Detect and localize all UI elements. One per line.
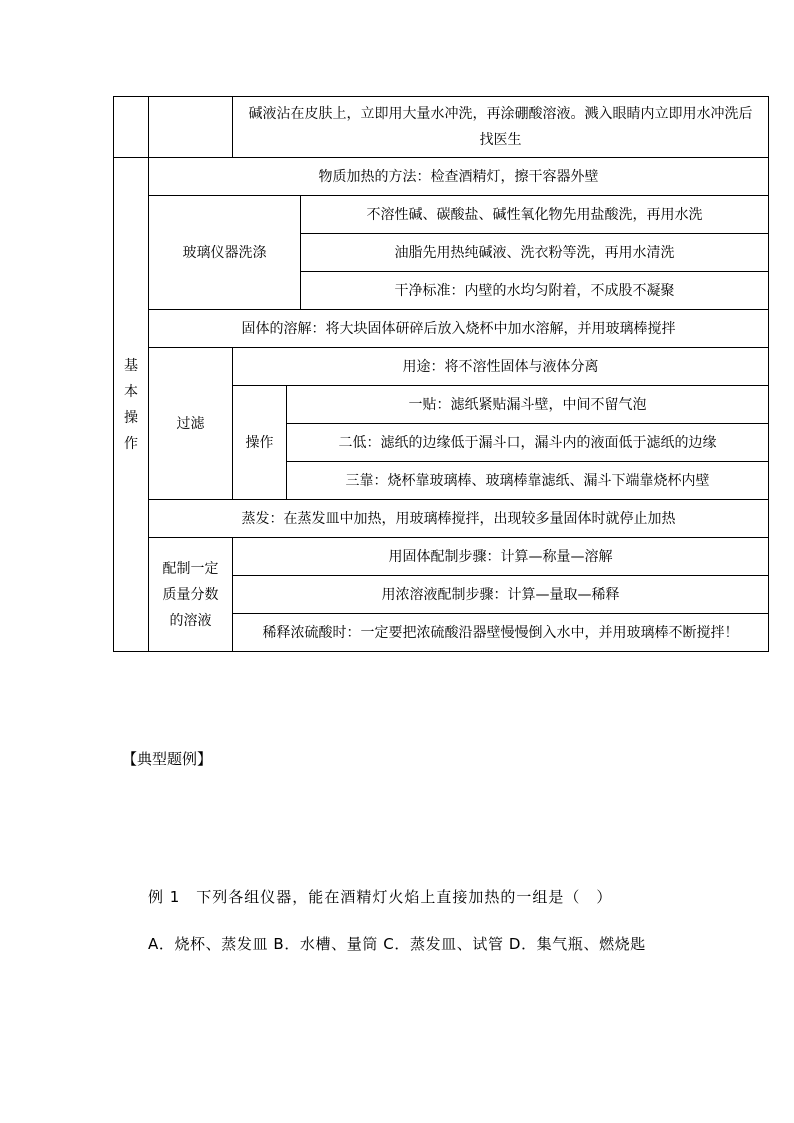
- solution-step: 用浓溶液配制步骤：计算—量取—稀释: [233, 576, 769, 614]
- solution-prep-label: 配制一定 质量分数 的溶液: [149, 538, 233, 652]
- example-options: A．烧杯、蒸发皿 B．水槽、量筒 C．蒸发皿、试管 D．集气瓶、燃烧匙: [148, 935, 646, 953]
- filtration-label: 过滤: [149, 348, 233, 500]
- solution-step: 稀释浓硫酸时：一定要把浓硫酸沿器壁慢慢倒入水中，并用玻璃棒不断搅拌！: [233, 614, 769, 652]
- glassware-item: 不溶性碱、碳酸盐、碱性氧化物先用盐酸洗，再用水洗: [301, 196, 769, 234]
- filtration-use: 用途：将不溶性固体与液体分离: [233, 348, 769, 386]
- glassware-item: 干净标准：内壁的水均匀附着，不成股不凝聚: [301, 272, 769, 310]
- evaporation: 蒸发：在蒸发皿中加热，用玻璃棒搅拌，出现较多量固体时就停止加热: [149, 500, 769, 538]
- filtration-operation: 一贴：滤纸紧贴漏斗壁，中间不留气泡: [287, 386, 769, 424]
- alkali-safety-cell: [233, 97, 769, 158]
- glassware-item: 油脂先用热纯碱液、洗衣粉等洗，再用水清洗: [301, 234, 769, 272]
- category-basic-operations: 基 本 操 作: [114, 158, 149, 652]
- section-heading: 【典型题例】: [122, 750, 213, 768]
- solid-dissolving: 固体的溶解：将大块固体研碎后放入烧杯中加水溶解，并用玻璃棒搅拌: [149, 310, 769, 348]
- filtration-operation: 二低：滤纸的边缘低于漏斗口，漏斗内的液面低于滤纸的边缘: [287, 424, 769, 462]
- blank-cell: [114, 97, 149, 158]
- blank-cell: [149, 97, 233, 158]
- filtration-operation-label: 操作: [233, 386, 287, 500]
- heating-method: 物质加热的方法：检查酒精灯，擦干容器外壁: [149, 158, 769, 196]
- filtration-operation: 三靠：烧杯靠玻璃棒、玻璃棒靠滤纸、漏斗下端靠烧杯内壁: [287, 462, 769, 500]
- alkali-safety-line1: 碱液沾在皮肤上，立即用大量水冲洗，再涂硼酸溶液。溅入眼睛内立即用水冲洗后: [248, 106, 753, 122]
- alkali-safety-line2: 找医生: [479, 132, 522, 148]
- glassware-washing-label: 玻璃仪器洗涤: [149, 196, 301, 310]
- solution-step: 用固体配制步骤：计算—称量—溶解: [233, 538, 769, 576]
- operations-table: [113, 96, 769, 652]
- example-question: 例 1 下列各组仪器，能在酒精灯火焰上直接加热的一组是（ ）: [148, 888, 613, 906]
